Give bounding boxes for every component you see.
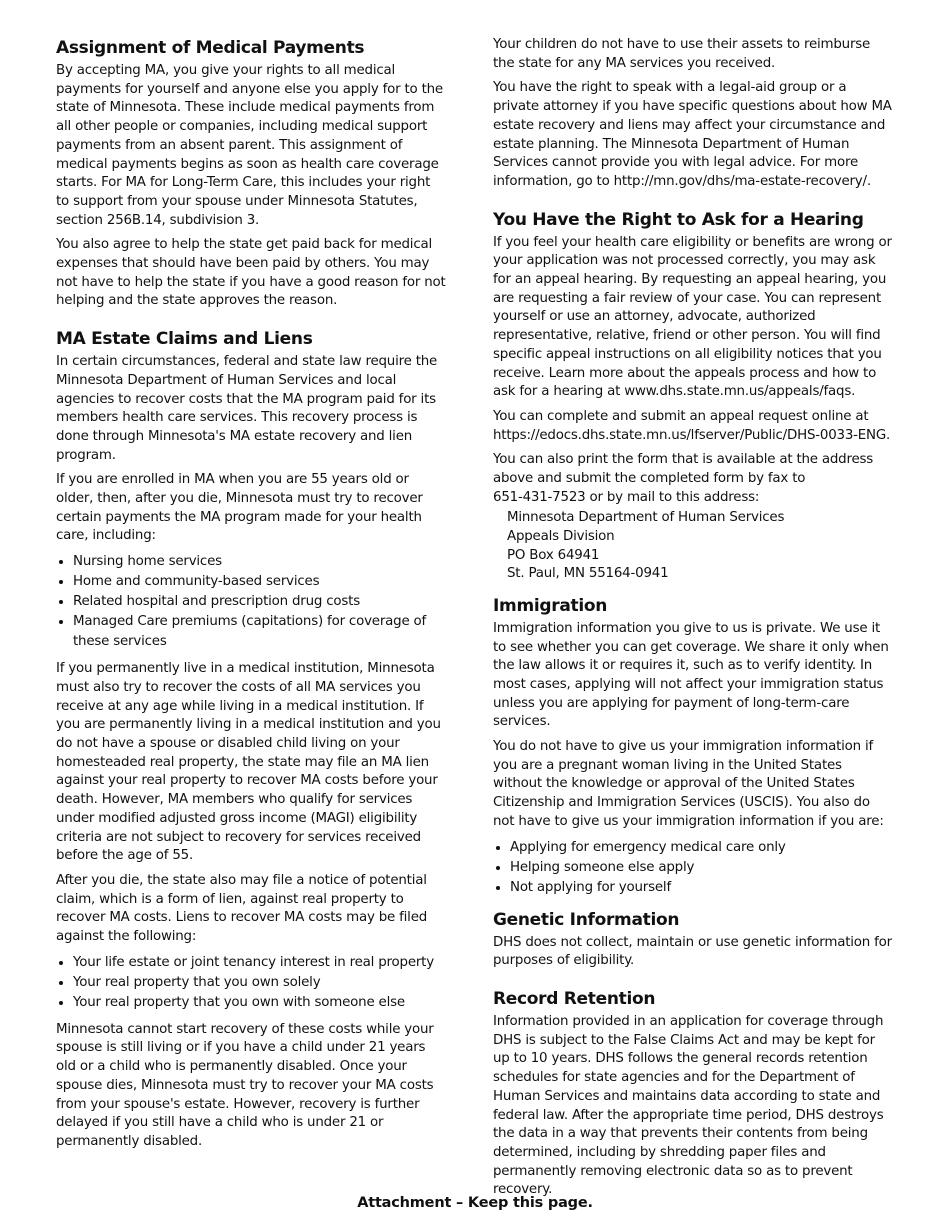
- heading-hearing: You Have the Right to Ask for a Hearing: [493, 209, 864, 230]
- list-item: • Home and community-based services: [73, 572, 446, 592]
- paragraph: You have the right to speak with a legal-aid group or a private attorney if you have specific questions about how MA estate recovery and liens may affect your circumstance and estate planning. The Minnesota Department of Human Services cannot provide you with legal advice. For more information, go to http://mn.gov/dhs/ma-estate-recovery/.: [493, 80, 892, 189]
- paragraph: You also agree to help the state get paid back for medical expenses that should have been paid by others. You may not have to help the state if you have a good reason for not helping and the state approves the reason.: [56, 237, 446, 309]
- paragraph: If you permanently live in a medical institution, Minnesota must also try to recover the costs of all MA services you receive at any age while living in a medical institution. If you are permanently living in a medical institution and you do not have a spouse or disabled child living on your homesteaded real property, the state may file an MA lien against your real property to recover MA costs before your death. However, MA members who qualify for services under modified adjusted gross income (MAGI) eligibility criteria are not subject to recovery for services received before the age of 55.: [56, 661, 441, 864]
- paragraph: After you die, the state also may file a notice of potential claim, which is a form of lien, against real property to recover MA costs. Liens to recover MA costs may be filed against the following:: [56, 872, 428, 945]
- section-hearing: [493, 208, 893, 584]
- paragraph: By accepting MA, you give your rights to all medical payments for yourself and anyone else you apply for to the state of Minnesota. These include medical payments from all other people or companies, including medical support payments from an absent parent. This assignment of medical payments begins as soon as health care coverage starts. For MA for Long-Term Care, this includes your right to support from your spouse under Minnesota Statutes, section 256B.14, subdivision 3.: [56, 63, 443, 228]
- right-column: [493, 36, 893, 1216]
- paragraph: Your children do not have to use their assets to reimburse the state for any MA services you received.: [493, 37, 871, 71]
- section-genetic: [493, 908, 893, 971]
- address-line: Appeals Division: [507, 529, 615, 545]
- section-estate-claims: [56, 327, 446, 1152]
- section-estate-continued: [493, 36, 893, 192]
- lien-list: [56, 953, 446, 1013]
- list-item: • Your real property that you own solely: [73, 973, 446, 993]
- paragraph: Minnesota cannot start recovery of these costs while your spouse is still living or if you have a child under 21 years old or a child who is permanently disabled. Once your spouse dies, Minnesota must try to recover your MA costs from your spouse's estate. However, recovery is further delayed if you still have a child who is under 21 or permanently disabled.: [56, 1021, 434, 1149]
- list-item: • Applying for emergency medical care only: [510, 838, 893, 858]
- section-record-retention: [493, 987, 893, 1200]
- paragraph: Information provided in an application for coverage through DHS is subject to the False Claims Act and may be kept for up to 10 years. DHS follows the general records retention schedules for state agencies and for the Department of Human Services and maintains data according to state and federal law. After the appropriate time period, DHS destroys the data in a way that prevents their contents from being determined, including by shredding paper files and permanently removing electronic data so as to prevent recovery.: [493, 1013, 884, 1198]
- list-item: • Your life estate or joint tenancy interest in real property: [73, 953, 446, 973]
- left-column: [56, 36, 446, 1168]
- address-line: PO Box 64941: [507, 547, 600, 563]
- heading-genetic: Genetic Information: [493, 909, 680, 930]
- paragraph: If you feel your health care eligibility or benefits are wrong or your application was not processed correctly, you may ask for an appeal hearing. By requesting an appeal hearing, you are requesting a fair review of your case. You can represent yourself or use an attorney, advocate, authorized representative, relative, friend or other person. You will find specific appeal instructions on all eligibility notices that you receive. Learn more about the appeals process and how to ask for a hearing at www.dhs.state.mn.us/appeals/faqs.: [493, 234, 892, 400]
- fax-number: 651-431-7523 or by mail to this address:: [493, 489, 760, 505]
- heading-estate-claims: MA Estate Claims and Liens: [56, 329, 313, 350]
- section-assignment: [56, 36, 446, 311]
- list-item: • Not applying for yourself: [510, 878, 893, 898]
- section-immigration: [493, 594, 893, 898]
- address-line: St. Paul, MN 55164-0941: [507, 566, 669, 582]
- list-item: • Helping someone else apply: [510, 858, 893, 878]
- immigration-list: [493, 838, 893, 898]
- paragraph: DHS does not collect, maintain or use genetic information for purposes of eligibility.: [493, 934, 892, 969]
- page-footer: Attachment – Keep this page.: [357, 1195, 593, 1211]
- paragraph: If you are enrolled in MA when you are 55 years old or older, then, after you die, Minnesota must try to recover certain payments the MA program made for your health care, including:: [56, 472, 423, 544]
- paragraph: You do not have to give us your immigration information if you are a pregnant woman living in the United States without the knowledge or approval of the United States Citizenship and Immigration Services (USCIS). You also do not have to give us your immigration information if you are:: [493, 739, 884, 829]
- address-line: Minnesota Department of Human Services: [507, 510, 785, 526]
- list-item: • Managed Care premiums (capitations) for coverage of these services: [73, 612, 446, 652]
- paragraph: In certain circumstances, federal and state law require the Minnesota Department of Human Services and local agencies to recover costs that the MA program paid for its members health care services. This recovery process is done through Minnesota's MA estate recovery and lien program.: [56, 354, 438, 463]
- recovery-list: [56, 552, 446, 652]
- text: You can also print the form that is available at the address above and submit the completed form by fax to: [493, 452, 874, 487]
- list-item: • Nursing home services: [73, 552, 446, 572]
- list-item: • Your real property that you own with someone else: [73, 993, 446, 1013]
- heading-immigration: Immigration: [493, 595, 608, 616]
- mailing-address: [493, 509, 893, 583]
- paragraph: You can complete and submit an appeal request online at https://edocs.dhs.state.mn.us/lfserver/Public/DHS-0033-ENG.: [493, 408, 891, 443]
- heading-record-retention: Record Retention: [493, 988, 656, 1009]
- list-item: • Related hospital and prescription drug costs: [73, 592, 446, 612]
- paragraph: [493, 451, 893, 507]
- heading-assignment: Assignment of Medical Payments: [56, 38, 365, 58]
- paragraph: Immigration information you give to us is private. We use it to see whether you can get coverage. We share it only when the law allows it or requires it, such as to verify identity. In most cases, applying will not affect your immigration status unless you are applying for payment of long-term-care services.: [493, 620, 889, 730]
